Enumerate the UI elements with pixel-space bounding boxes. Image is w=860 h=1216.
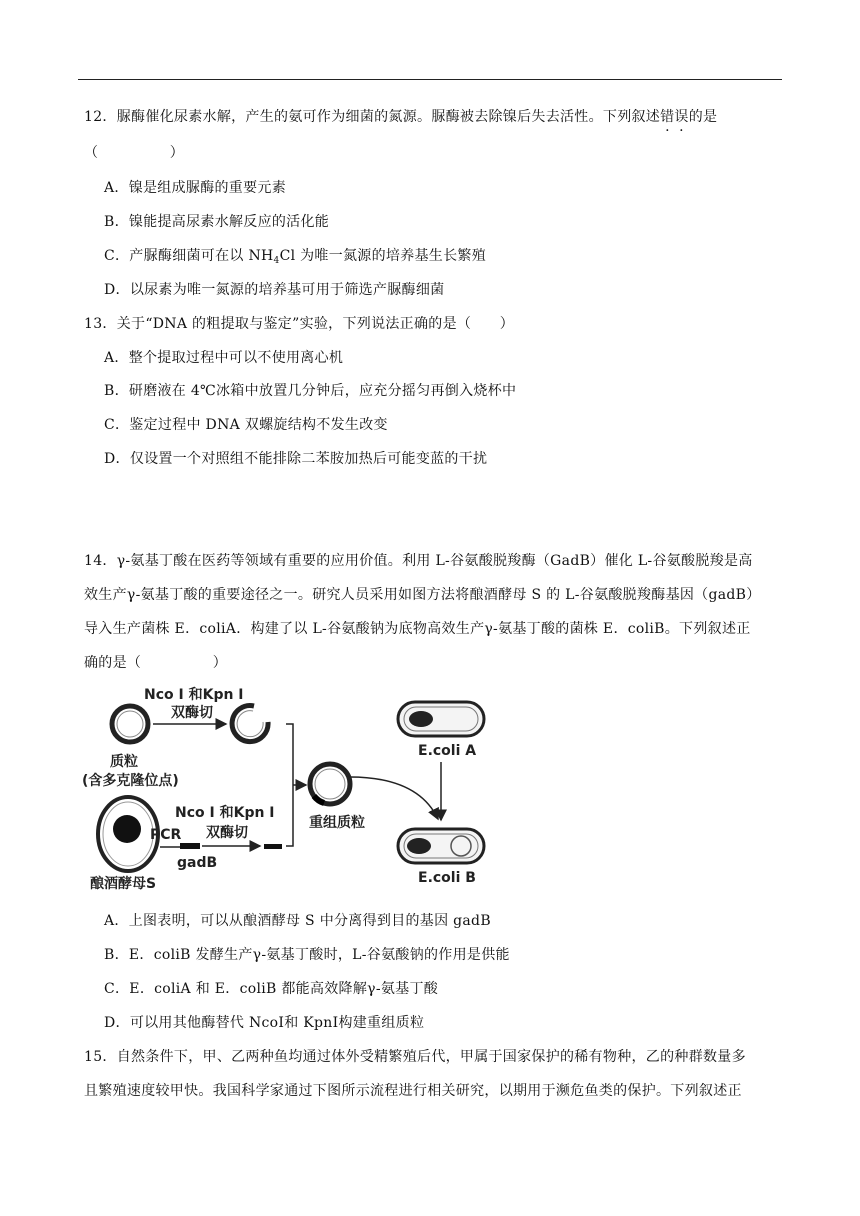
enzyme-label-top: Nco Ⅰ 和Kpn Ⅰ xyxy=(144,687,244,703)
q14-stem-line4: 确的是（ ） xyxy=(84,655,227,671)
gadb-gene-fragment xyxy=(180,843,200,849)
plasmid-label: 质粒 xyxy=(110,754,138,770)
q12-stem-end: 的是 xyxy=(688,109,718,125)
q14-stem-line2: 效生产γ-氨基丁酸的重要途径之一。研究人员采用如图方法将酿酒酵母 S 的 L-谷氨酸脱羧酶基因（gadB） xyxy=(84,587,761,603)
gadb-label: gadB xyxy=(177,855,218,871)
q12-option-c-text-end: Cl 为唯一氮源的培养基生长繁殖 xyxy=(279,248,487,264)
q14-stem-line3: 导入生产菌株 E．coliA．构建了以 L-谷氨酸钠为底物高效生产γ-氨基丁酸的菌株 E．coliB。下列叙述正 xyxy=(84,621,751,637)
q14-option-c: C．E．coliA 和 E．coliB 都能高效降解γ-氨基丁酸 xyxy=(104,981,439,997)
yeast-label: 酿酒酵母S xyxy=(90,876,157,892)
yeast-cell-icon xyxy=(98,797,158,871)
q13-option-c: C．鉴定过程中 DNA 双螺旋结构不发生改变 xyxy=(104,417,388,433)
ecoli-b-tube-icon xyxy=(398,829,484,863)
q13-option-d: D．仅设置一个对照组不能排除二苯胺加热后可能变蓝的干扰 xyxy=(104,451,488,467)
q14-option-a: A．上图表明，可以从酿酒酵母 S 中分离得到目的基因 gadB xyxy=(104,913,491,929)
q14-stem-line1: 14．γ-氨基丁酸在医药等领域有重要的应用价值。利用 L-谷氨酸脱羧酶（GadB）催化 L-谷氨酸脱羧是高 xyxy=(84,553,753,569)
q12-stem xyxy=(84,107,718,139)
digest-label-mid: 双酶切 xyxy=(206,825,248,841)
header-rule xyxy=(78,79,782,80)
q12-option-b: B．镍能提高尿素水解反应的活化能 xyxy=(104,214,330,230)
q15-stem-line1: 15．自然条件下，甲、乙两种鱼均通过体外受精繁殖后代，甲属于国家保护的稀有物种，乙的种群数量多 xyxy=(84,1049,746,1065)
q14-option-b: B．E．coliB 发酵生产γ-氨基丁酸时，L-谷氨酸钠的作用是供能 xyxy=(104,947,510,963)
q12-option-d: D．以尿素为唯一氮源的培养基可用于筛选产脲酶细菌 xyxy=(104,282,445,298)
recombinant-label: 重组质粒 xyxy=(309,815,365,831)
emphasis-dot: · xyxy=(665,123,670,139)
subscript: 4 xyxy=(273,256,280,266)
enzyme-label-mid: Nco Ⅰ 和Kpn Ⅰ xyxy=(175,805,275,821)
q14-option-d: D．可以用其他酶替代 NcoⅠ和 KpnⅠ构建重组质粒 xyxy=(104,1015,425,1031)
q12-option-c xyxy=(104,246,486,271)
cut-plasmid-icon xyxy=(232,706,268,742)
pcr-label: PCR xyxy=(150,827,182,843)
q12-emphasis xyxy=(660,109,689,139)
q13-stem: 13．关于“DNA 的粗提取与鉴定”实验，下列说法正确的是（ ） xyxy=(84,316,515,332)
emphasis-dot: · xyxy=(679,123,684,139)
join-line xyxy=(286,724,293,846)
recombinant-plasmid-icon xyxy=(310,764,350,804)
q12-answer-blank: （ ） xyxy=(84,145,185,161)
q12-option-a: A．镍是组成脲酶的重要元素 xyxy=(104,180,287,196)
q13-option-a: A．整个提取过程中可以不使用离心机 xyxy=(104,350,344,366)
ecoli-a-tube-icon xyxy=(398,702,484,736)
gene-cloning-diagram xyxy=(78,682,528,892)
q13-option-b: B．研磨液在 4℃冰箱中放置几分钟后，应充分摇匀再倒入烧杯中 xyxy=(104,383,517,399)
ecoli-a-label: E.coli A xyxy=(418,743,477,759)
plasmid-icon xyxy=(112,706,148,742)
cut-gadb-fragment xyxy=(264,844,282,849)
q12-option-c-text: C．产脲酶细菌可在以 NH xyxy=(104,248,274,264)
q12-emphasis-text: 错误 xyxy=(660,109,689,125)
q15-stem-line2: 且繁殖速度较甲快。我国科学家通过下图所示流程进行相关研究，以期用于濒危鱼类的保护。下列叙述正 xyxy=(84,1083,742,1099)
plasmid-sublabel: (含多克隆位点) xyxy=(82,773,179,789)
arrow-transform xyxy=(350,777,438,819)
ecoli-b-label: E.coli B xyxy=(418,870,476,886)
q12-stem-text: 12．脲酶催化尿素水解，产生的氨可作为细菌的氮源。脲酶被去除镍后失去活性。下列叙述 xyxy=(84,109,661,125)
digest-label-top: 双酶切 xyxy=(171,705,213,721)
